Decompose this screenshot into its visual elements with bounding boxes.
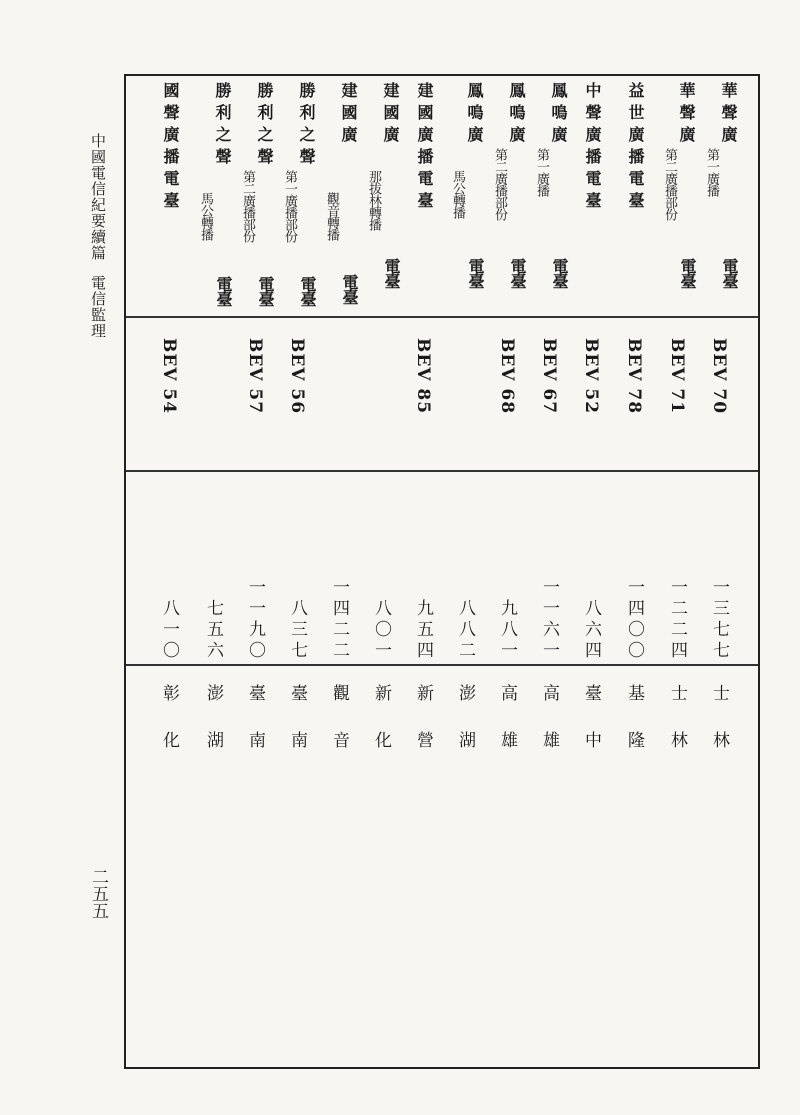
table-row <box>698 76 742 1067</box>
station-name: 建國廣播電臺 <box>415 82 434 214</box>
callsign-cell <box>402 338 446 466</box>
callsign: BEV 52 <box>581 338 601 415</box>
location: 彰化 <box>159 684 179 778</box>
location-cell <box>360 684 404 884</box>
table-row <box>402 76 446 1067</box>
station-name: 勝利之聲 <box>213 82 232 170</box>
station-name: 鳳鳴廣 <box>507 82 526 148</box>
table-row <box>656 76 700 1067</box>
callsign: BEV 67 <box>539 338 559 415</box>
station-name-tail: 電臺 <box>214 276 233 306</box>
location-cell <box>570 684 614 884</box>
frequency: 八一〇 <box>159 599 179 662</box>
location-cell <box>276 684 320 884</box>
frequency: 八六四 <box>581 599 601 662</box>
callsign-cell <box>486 338 530 466</box>
location: 臺南 <box>287 684 307 778</box>
station-name-cell <box>486 82 530 312</box>
frequency: 九五四 <box>413 599 433 662</box>
station-name-cell <box>613 82 657 312</box>
location-cell <box>318 684 362 884</box>
callsign-cell <box>698 338 742 466</box>
station-subname: 第一廣播部份 <box>282 170 297 242</box>
callsign: BEV 56 <box>287 338 307 415</box>
frequency: 八〇一 <box>371 599 391 662</box>
station-name: 鳳鳴廣 <box>465 82 484 148</box>
callsign-cell <box>234 338 278 466</box>
frequency-cell <box>528 566 572 662</box>
frequency-cell <box>656 566 700 662</box>
location: 澎湖 <box>455 684 475 778</box>
location-cell <box>613 684 657 884</box>
frequency-cell <box>486 566 530 662</box>
callsign-cell <box>360 338 404 466</box>
running-head <box>84 133 112 339</box>
station-name-cell <box>656 82 700 312</box>
table-row <box>486 76 530 1067</box>
frequency-cell <box>192 566 236 662</box>
frequency-cell <box>360 566 404 662</box>
station-name-cell <box>444 82 488 312</box>
station-name: 勝利之聲 <box>297 82 316 170</box>
frequency-cell <box>570 566 614 662</box>
location: 新營 <box>413 684 433 778</box>
frequency-cell <box>276 566 320 662</box>
location: 新化 <box>371 684 391 778</box>
book-title: 中國電信紀要續篇 <box>89 133 107 261</box>
location: 士林 <box>667 684 687 778</box>
location-cell <box>528 684 572 884</box>
callsign: BEV 78 <box>624 338 644 415</box>
station-name: 中聲廣播電臺 <box>583 82 602 214</box>
station-name-tail: 電臺 <box>678 258 697 288</box>
table-row <box>148 76 192 1067</box>
frequency: 八三七 <box>287 599 307 662</box>
callsign-cell <box>318 338 362 466</box>
frequency-cell <box>613 566 657 662</box>
location-cell <box>656 684 700 884</box>
station-name-cell <box>360 82 404 312</box>
table-row <box>360 76 404 1067</box>
table-row <box>528 76 572 1067</box>
location-cell <box>148 684 192 884</box>
station-name: 勝利之聲 <box>255 82 274 170</box>
location-cell <box>402 684 446 884</box>
location: 士林 <box>709 684 729 778</box>
station-name: 國聲廣播電臺 <box>161 82 180 214</box>
location-cell <box>234 684 278 884</box>
location: 臺南 <box>245 684 265 778</box>
station-subname: 第一廣播 <box>704 148 719 196</box>
station-name: 益世廣播電臺 <box>626 82 645 214</box>
station-table <box>124 74 760 1069</box>
station-name-cell <box>276 82 320 312</box>
station-subname: 那拔林轉播 <box>366 170 381 230</box>
station-subname: 第二廣播部份 <box>662 148 677 220</box>
frequency-cell <box>402 566 446 662</box>
table-row <box>192 76 236 1067</box>
station-name-cell <box>148 82 192 312</box>
station-name-cell <box>234 82 278 312</box>
callsign-cell <box>570 338 614 466</box>
station-subname: 第一廣播 <box>534 148 549 196</box>
frequency-cell <box>444 566 488 662</box>
station-name: 華聲廣 <box>677 82 696 148</box>
callsign: BEV 57 <box>245 338 265 415</box>
station-name-tail: 電臺 <box>466 258 485 288</box>
frequency: 一二二四 <box>667 578 687 662</box>
station-name-tail: 電臺 <box>382 258 401 288</box>
station-name-tail: 電臺 <box>256 276 275 306</box>
station-name-cell <box>528 82 572 312</box>
frequency: 一一九〇 <box>245 578 265 662</box>
station-subname: 第二廣播部份 <box>240 170 255 242</box>
table-row <box>318 76 362 1067</box>
table-row <box>570 76 614 1067</box>
station-name-tail: 電臺 <box>298 276 317 306</box>
frequency: 一一六一 <box>539 578 559 662</box>
callsign-cell <box>148 338 192 466</box>
callsign: BEV 70 <box>709 338 729 415</box>
table-row <box>613 76 657 1067</box>
frequency: 九八一 <box>497 599 517 662</box>
callsign-cell <box>613 338 657 466</box>
frequency: 一四〇〇 <box>624 578 644 662</box>
station-name: 鳳鳴廣 <box>549 82 568 148</box>
frequency: 一四二二 <box>329 578 349 662</box>
table-row <box>276 76 320 1067</box>
station-subname: 觀音轉播 <box>324 192 339 240</box>
frequency: 七五六 <box>203 599 223 662</box>
location-cell <box>192 684 236 884</box>
table-row <box>444 76 488 1067</box>
frequency-cell <box>148 566 192 662</box>
table-row <box>234 76 278 1067</box>
station-name-tail: 電臺 <box>720 258 739 288</box>
station-name-tail: 電臺 <box>508 258 527 288</box>
station-name: 建國廣 <box>339 82 358 148</box>
location: 高雄 <box>497 684 517 778</box>
location-cell <box>486 684 530 884</box>
location-cell <box>444 684 488 884</box>
station-name-cell <box>318 82 362 312</box>
location: 觀音 <box>329 684 349 778</box>
station-name: 建國廣 <box>381 82 400 148</box>
station-subname: 第二廣播部份 <box>492 148 507 220</box>
location: 高雄 <box>539 684 559 778</box>
station-name-cell <box>698 82 742 312</box>
location: 基隆 <box>624 684 644 778</box>
callsign: BEV 54 <box>159 338 179 415</box>
frequency-cell <box>698 566 742 662</box>
callsign: BEV 68 <box>497 338 517 415</box>
station-name-tail: 電臺 <box>550 258 569 288</box>
station-name-tail: 電臺 <box>340 274 359 304</box>
frequency-cell <box>318 566 362 662</box>
station-name-cell <box>192 82 236 312</box>
station-name: 華聲廣 <box>719 82 738 148</box>
location-cell <box>698 684 742 884</box>
frequency: 一三七七 <box>709 578 729 662</box>
callsign-cell <box>444 338 488 466</box>
callsign: BEV 85 <box>413 338 433 415</box>
callsign-cell <box>528 338 572 466</box>
station-subname: 馬公轉播 <box>450 170 465 218</box>
frequency-cell <box>234 566 278 662</box>
location: 臺中 <box>581 684 601 778</box>
station-subname: 馬公轉播 <box>198 192 213 240</box>
location: 澎湖 <box>203 684 223 778</box>
section-title: 電信監理 <box>89 275 107 339</box>
callsign-cell <box>656 338 700 466</box>
station-name-cell <box>402 82 446 312</box>
page-number: 二五五 <box>88 868 108 919</box>
callsign: BEV 71 <box>667 338 687 415</box>
callsign-cell <box>276 338 320 466</box>
frequency: 八八二 <box>455 599 475 662</box>
callsign-cell <box>192 338 236 466</box>
station-name-cell <box>570 82 614 312</box>
